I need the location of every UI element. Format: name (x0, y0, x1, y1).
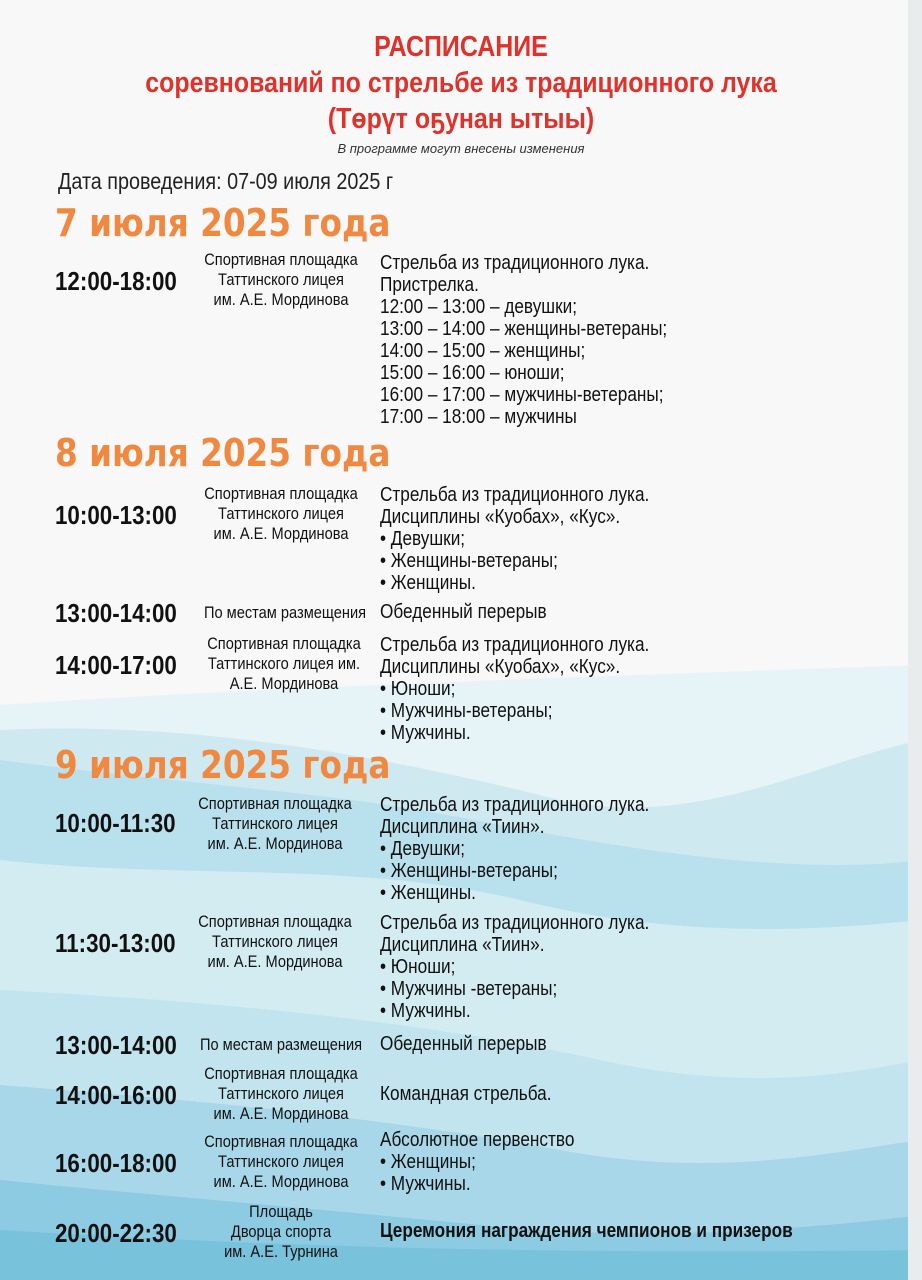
event-place: Спортивная площадка Таттинского лицея им. А.Е. Мординова (204, 1132, 358, 1191)
poster-title: РАСПИСАНИЕ (374, 31, 548, 63)
event-place: Спортивная площадка Таттинского лицея им. А.Е. Мординова (204, 484, 358, 543)
event-time: 14:00-16:00 (55, 1080, 177, 1110)
event-place: По местам размещения (199, 1035, 363, 1054)
day-heading: 7 июля 2025 года (55, 201, 391, 245)
event-description: Церемония награждения чемпионов и призеров (380, 1220, 793, 1242)
event-place: Спортивная площадка Таттинского лицея им. А.Е. Мординова (204, 250, 358, 309)
event-place: По местам размещения (203, 603, 367, 622)
event-description: Стрельба из традиционного лука. Дисциплина «Тиин». • Девушки; • Женщины-ветераны; • Женщины. (380, 794, 650, 904)
event-description: Стрельба из традиционного лука. Дисциплины «Куобах», «Кус». • Юноши; • Мужчины-ветераны; • Мужчины. (380, 634, 650, 744)
poster-subtitle-local: (Төрүт оҕунан ытыы) (327, 103, 595, 135)
event-time: 14:00-17:00 (55, 650, 177, 680)
event-description: Стрельба из традиционного лука. Дисциплина «Тиин». • Юноши; • Мужчины -ветераны; • Мужчины. (380, 912, 650, 1022)
event-description: Стрельба из традиционного лука. Дисциплины «Куобах», «Кус». • Девушки; • Женщины-ветераны; • Женщины. (380, 484, 650, 594)
event-time: 10:00-11:30 (55, 808, 176, 838)
day-heading: 9 июля 2025 года (55, 743, 391, 787)
event-time: 13:00-14:00 (55, 598, 177, 628)
event-time: 20:00-22:30 (55, 1218, 177, 1248)
event-description: Командная стрельба. (380, 1083, 552, 1105)
event-description: Абсолютное первенство • Женщины; • Мужчины. (380, 1129, 575, 1195)
event-place: Спортивная площадка Таттинского лицея им. А.Е. Мординова (207, 634, 361, 693)
event-time: 12:00-18:00 (55, 266, 177, 296)
event-description: Стрельба из традиционного лука. Пристрелка. 12:00 – 13:00 – девушки; 13:00 – 14:00 – женщины-ветераны; 14:00 – 15:00 – женщины; 15:00 – 16:00 – юноши; 16:00 – 17:00 – мужчины-ветераны; 17:00 – 18:00 – мужчины (380, 252, 668, 428)
poster-subtitle: соревнований по стрельбе из традиционного лука (145, 67, 777, 99)
event-time: 16:00-18:00 (55, 1148, 177, 1178)
event-place: Спортивная площадка Таттинского лицея им. А.Е. Мординова (204, 1064, 358, 1123)
event-time: 11:30-13:00 (55, 928, 176, 958)
event-time: 13:00-14:00 (55, 1030, 177, 1060)
event-place: Спортивная площадка Таттинского лицея им. А.Е. Мординова (198, 912, 352, 971)
event-place: Площадь Дворца спорта им. А.Е. Турнина (224, 1202, 338, 1261)
event-time: 10:00-13:00 (55, 500, 177, 530)
changes-note: В программе могут внесены изменения (337, 141, 585, 156)
event-place: Спортивная площадка Таттинского лицея им. А.Е. Мординова (198, 794, 352, 853)
event-description: Обеденный перерыв (380, 1033, 547, 1055)
day-heading: 8 июля 2025 года (55, 431, 391, 475)
event-description: Обеденный перерыв (380, 601, 547, 623)
event-dates: Дата проведения: 07-09 июля 2025 г (58, 168, 394, 194)
